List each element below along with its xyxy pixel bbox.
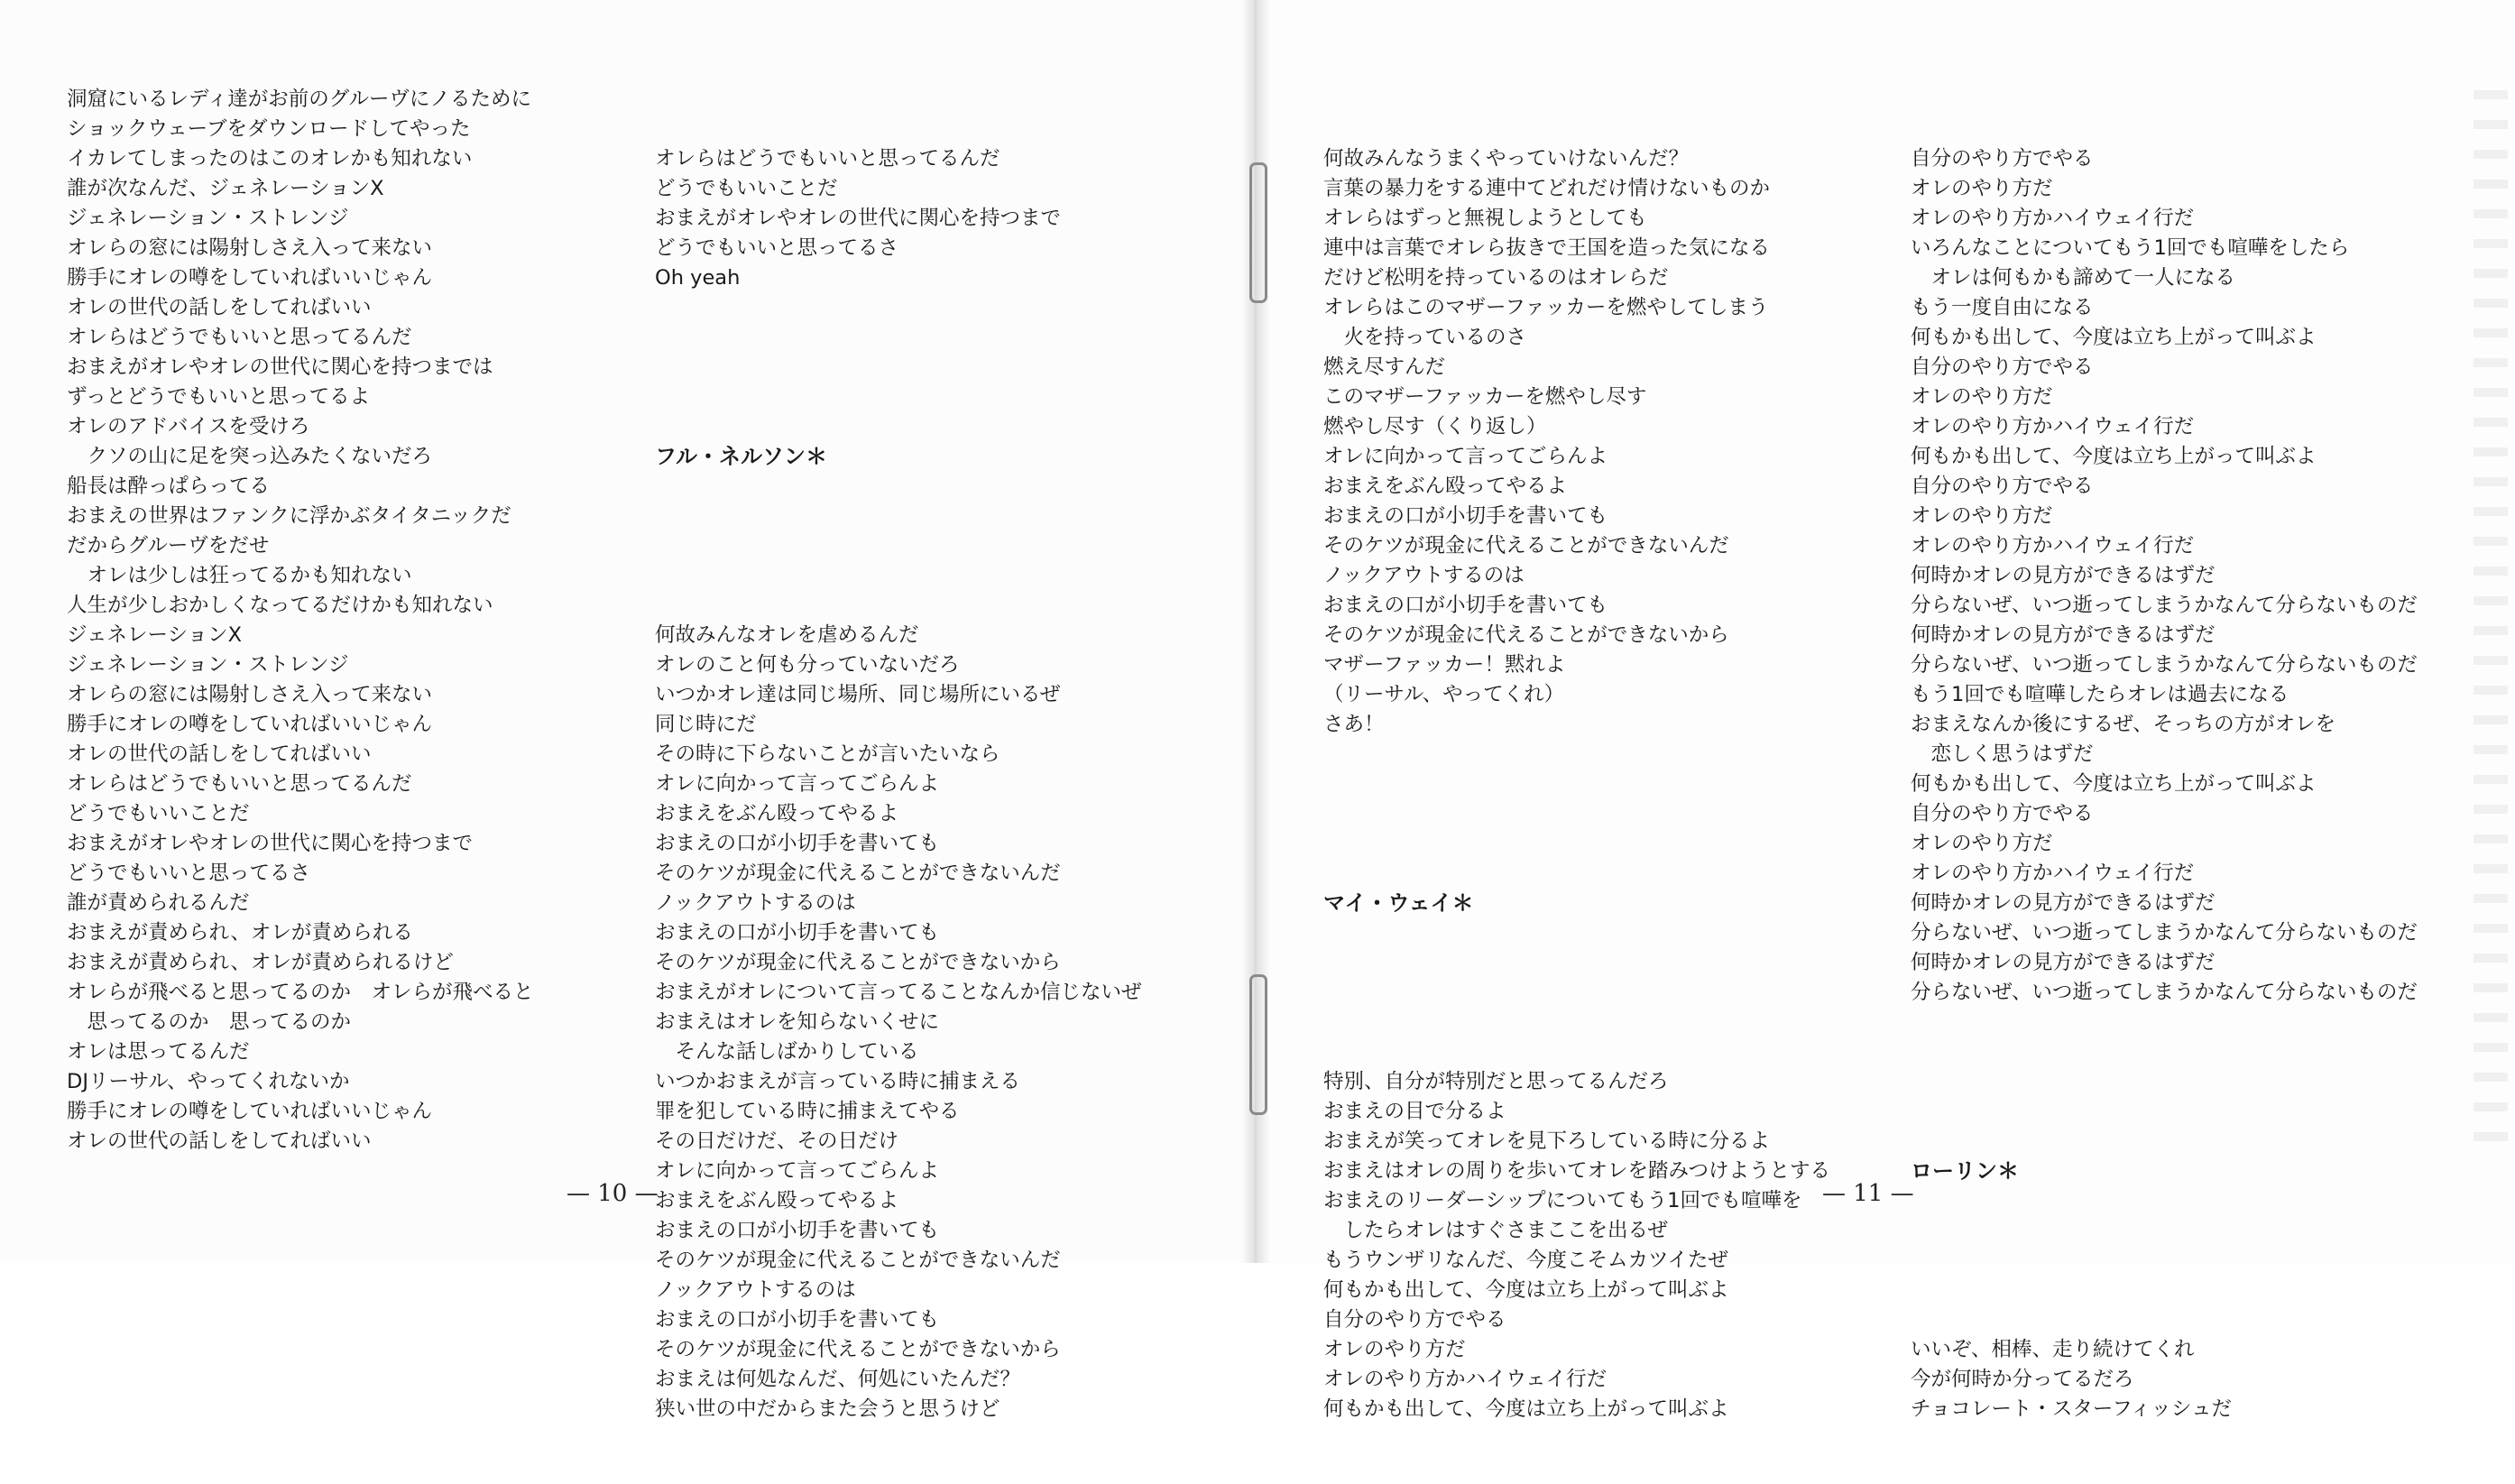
lyric-line: Oh yeah bbox=[655, 266, 741, 290]
song-title-my-way: マイ・ウェイ＊ bbox=[1323, 890, 1474, 916]
lyrics-column-4 bbox=[1911, 85, 2470, 1484]
lyric-line: オレのやり方だ bbox=[1323, 1338, 1466, 1361]
lyric-line: オレらはどうでもいいと思ってるんだ bbox=[67, 772, 412, 796]
lyric-line: いいぞ、相棒、走り続けてくれ bbox=[1911, 1338, 2195, 1361]
lyric-line: 勝手にオレの噂をしていればいいじゃん bbox=[67, 266, 433, 290]
lyric-line: 船長は酔っぱらってる bbox=[67, 475, 271, 498]
lyric-line: おまえはオレを知らないくせに bbox=[655, 1010, 940, 1034]
lyric-line: したらオレはすぐさまここを出るぜ bbox=[1323, 1219, 1668, 1242]
lyric-line: 勝手にオレの噂をしていればいいじゃん bbox=[67, 1100, 433, 1123]
lyric-line: オレらはずっと無視しようとしても bbox=[1323, 207, 1647, 230]
lyrics-column-3 bbox=[1323, 85, 1883, 1484]
lyric-line: どうでもいいことだ bbox=[67, 802, 250, 825]
lyric-line: オレのやり方かハイウェイ行だ bbox=[1911, 415, 2195, 438]
lyric-line: どうでもいいと思ってるさ bbox=[67, 862, 311, 885]
stanza-gap bbox=[1911, 1246, 2470, 1276]
lyric-line: 何もかも出して、今度は立ち上がって叫ぶよ bbox=[1323, 1397, 1729, 1421]
lyrics-column-2 bbox=[655, 85, 1214, 1484]
lyric-line: 恋しく思うはずだ bbox=[1911, 742, 2094, 766]
lyric-line: オレのやり方だ bbox=[1911, 385, 2053, 409]
stanza-gap bbox=[1323, 978, 1883, 1008]
lyric-line: おまえの口が小切手を書いても bbox=[655, 921, 940, 945]
lyric-line: もう1回でも喧嘩したらオレは過去になる bbox=[1911, 683, 2289, 706]
stanza-gap bbox=[655, 353, 1214, 383]
lyric-line: そのケツが現金に代えることができないんだ bbox=[655, 1249, 1061, 1272]
lyric-line: 人生が少しおかしくなってるだけかも知れない bbox=[67, 594, 493, 617]
lyric-line: 何故みんなオレを虐めるんだ bbox=[655, 623, 919, 647]
lyric-line: 何時かオレの見方ができるはずだ bbox=[1911, 564, 2216, 587]
lyric-line: イカレてしまったのはこのオレかも知れない bbox=[67, 147, 473, 171]
lyric-line: 誰が次なんだ、ジェネレーションX bbox=[67, 177, 384, 200]
lyric-line: 燃え尽すんだ bbox=[1323, 355, 1446, 379]
song-title-full-nelson: フル・ネルソン＊ bbox=[655, 444, 828, 469]
lyric-line: 特別、自分が特別だと思ってるんだろ bbox=[1323, 1070, 1669, 1093]
lyric-line: オレのやり方だ bbox=[1911, 832, 2053, 855]
lyric-line: このマザーファッカーを燃やし尽す bbox=[1323, 385, 1647, 409]
lyric-line: 言葉の暴力をする連中てどれだけ情けないものか bbox=[1323, 177, 1771, 200]
page-number: — 11 — bbox=[1822, 1180, 1914, 1207]
lyric-line: オレは思ってるんだ bbox=[67, 1040, 250, 1064]
lyric-line: オレのアドバイスを受けろ bbox=[67, 415, 310, 438]
lyric-line: 洞窟にいるレディ達がお前のグルーヴにノるために bbox=[67, 88, 532, 111]
lyric-line: 何時かオレの見方ができるはずだ bbox=[1911, 891, 2216, 915]
lyric-line: 同じ時にだ bbox=[655, 713, 757, 736]
lyric-line: 何もかも出して、今度は立ち上がって叫ぶよ bbox=[1911, 326, 2317, 349]
lyric-line: 何故みんなうまくやっていけないんだ？ bbox=[1323, 147, 1690, 171]
lyric-line: ジェネレーション・ストレンジ bbox=[67, 207, 349, 230]
lyric-line: オレのやり方かハイウェイ行だ bbox=[1323, 1368, 1608, 1391]
lyric-line: 思ってるのか 思ってるのか bbox=[67, 1010, 352, 1034]
staple bbox=[1249, 974, 1267, 1115]
lyric-line: おまえは何処なんだ、何処にいたんだ？ bbox=[655, 1368, 1021, 1391]
lyric-line: 分らないぜ、いつ逝ってしまうかなんて分らないものだ bbox=[1911, 653, 2418, 677]
lyrics-block bbox=[655, 144, 1214, 293]
lyric-line: いつかおまえが言っている時に捕まえる bbox=[655, 1070, 1021, 1093]
lyric-line: おまえがオレやオレの世代に関心を持つまで bbox=[655, 207, 1062, 230]
show-through bbox=[2474, 90, 2508, 1155]
lyric-line: オレらが飛べると思ってるのか オレらが飛べると bbox=[67, 981, 534, 1004]
lyrics-block bbox=[1323, 144, 1883, 740]
lyric-line: おまえのリーダーシップについてもう1回でも喧嘩を bbox=[1323, 1189, 1802, 1212]
stanza-gap bbox=[1323, 799, 1883, 829]
lyric-line: そのケツが現金に代えることができないんだ bbox=[1323, 534, 1729, 558]
lyric-line: おまえが責められ、オレが責められるけど bbox=[67, 951, 454, 974]
song-title-rollin: ローリン＊ bbox=[1911, 1158, 2019, 1184]
page-left bbox=[0, 0, 1256, 1421]
lyric-line: そんな話しばかりしている bbox=[655, 1040, 919, 1064]
lyric-line: 今が何時か分ってるだろ bbox=[1911, 1368, 2134, 1391]
lyric-line: 分らないぜ、いつ逝ってしまうかなんて分らないものだ bbox=[1911, 921, 2418, 945]
lyric-line: その時に下らないことが言いたいなら bbox=[655, 742, 1000, 766]
lyric-line: オレに向かって言ってごらんよ bbox=[655, 772, 940, 796]
lyric-line: ノックアウトするのは bbox=[655, 891, 856, 915]
lyric-line: そのケツが現金に代えることができないんだ bbox=[655, 862, 1061, 885]
lyric-line: 罪を犯している時に捕まえてやる bbox=[655, 1100, 960, 1123]
lyric-line: おまえなんか後にするぜ、そっちの方がオレを bbox=[1911, 713, 2336, 736]
lyric-line: おまえをぶん殴ってやるよ bbox=[655, 802, 899, 825]
lyric-line: もう一度自由になる bbox=[1911, 296, 2094, 319]
lyric-line: 自分のやり方でやる bbox=[1911, 802, 2094, 825]
lyric-line: オレらはどうでもいいと思ってるんだ bbox=[655, 147, 1000, 171]
lyric-line: 自分のやり方でやる bbox=[1323, 1308, 1506, 1332]
lyric-line: 自分のやり方でやる bbox=[1911, 475, 2094, 498]
lyric-line: おまえがオレについて言ってることなんか信じないぜ bbox=[655, 981, 1142, 1004]
lyrics-block bbox=[1911, 144, 2470, 1008]
lyric-line: だけど松明を持っているのはオレらだ bbox=[1323, 266, 1669, 290]
lyrics-block bbox=[1323, 1067, 1883, 1424]
lyric-line: どうでもいいと思ってるさ bbox=[655, 236, 899, 260]
lyric-line: おまえをぶん殴ってやるよ bbox=[655, 1189, 899, 1212]
lyric-line: そのケツが現金に代えることができないから bbox=[655, 1338, 1061, 1361]
lyric-line: ショックウェーブをダウンロードしてやった bbox=[67, 117, 471, 141]
lyric-line: 自分のやり方でやる bbox=[1911, 355, 2094, 379]
stanza-gap bbox=[655, 531, 1214, 561]
lyrics-column-1 bbox=[67, 85, 626, 1157]
lyric-line: おまえはオレの周りを歩いてオレを踏みつけようとする bbox=[1323, 1159, 1831, 1183]
lyric-line: DJリーサル、やってくれないか bbox=[67, 1070, 350, 1093]
lyric-line: どうでもいいことだ bbox=[655, 177, 838, 200]
lyric-line: オレは何もかも諦めて一人になる bbox=[1911, 266, 2236, 290]
lyric-line: さあ！ bbox=[1323, 713, 1385, 736]
staple bbox=[1249, 162, 1267, 303]
lyric-line: オレは少しは狂ってるかも知れない bbox=[67, 564, 412, 587]
lyric-line: そのケツが現金に代えることができないから bbox=[655, 951, 1061, 974]
lyric-line: おまえの目で分るよ bbox=[1323, 1100, 1506, 1123]
lyric-line: （リーサル、やってくれ） bbox=[1323, 683, 1565, 706]
lyric-line: チョコレート・スターフィッシュだ bbox=[1911, 1397, 2232, 1421]
lyric-line: ずっとどうでもいいと思ってるよ bbox=[67, 385, 371, 409]
lyric-line: マザーファッカー！黙れよ bbox=[1323, 653, 1566, 677]
lyrics-block bbox=[1911, 1335, 2470, 1424]
page-number: — 10 — bbox=[567, 1180, 659, 1207]
lyric-line: おまえが笑ってオレを見下ろしている時に分るよ bbox=[1323, 1129, 1771, 1153]
lyric-line: その日だけだ、その日だけ bbox=[655, 1129, 899, 1153]
lyric-line: もうウンザリなんだ、今度こそムカツイたぜ bbox=[1323, 1249, 1728, 1272]
lyric-line: オレに向かって言ってごらんよ bbox=[1323, 445, 1608, 468]
lyric-line: オレのやり方だ bbox=[1911, 177, 2053, 200]
stanza-gap bbox=[1911, 1067, 2470, 1097]
lyric-line: オレのやり方だ bbox=[1911, 504, 2053, 528]
lyric-line: 自分のやり方でやる bbox=[1911, 147, 2094, 171]
lyric-line: オレらの窓には陽射しさえ入って来ない bbox=[67, 236, 433, 260]
lyric-line: 何時かオレの見方ができるはずだ bbox=[1911, 623, 2216, 647]
lyric-line: ジェネレーションX bbox=[67, 623, 243, 647]
lyric-line: 何もかも出して、今度は立ち上がって叫ぶよ bbox=[1911, 445, 2317, 468]
lyric-line: オレらの窓には陽射しさえ入って来ない bbox=[67, 683, 433, 706]
lyric-line: 何時かオレの見方ができるはずだ bbox=[1911, 951, 2216, 974]
lyric-line: おまえが責められ、オレが責められる bbox=[67, 921, 413, 945]
lyric-line: オレらはどうでもいいと思ってるんだ bbox=[67, 326, 412, 349]
lyric-line: オレのやり方かハイウェイ行だ bbox=[1911, 207, 2195, 230]
lyric-line: おまえの口が小切手を書いても bbox=[655, 1308, 940, 1332]
lyric-line: オレの世代の話しをしてればいい bbox=[67, 742, 372, 766]
lyric-line: ノックアウトするのは bbox=[1323, 564, 1525, 587]
lyric-line: そのケツが現金に代えることができないから bbox=[1323, 623, 1729, 647]
lyric-line: 分らないぜ、いつ逝ってしまうかなんて分らないものだ bbox=[1911, 981, 2418, 1004]
lyric-line: ジェネレーション・ストレンジ bbox=[67, 653, 349, 677]
lyric-line: 何もかも出して、今度は立ち上がって叫ぶよ bbox=[1911, 772, 2317, 796]
lyric-line: おまえをぶん殴ってやるよ bbox=[1323, 475, 1568, 498]
lyric-line: 勝手にオレの噂をしていればいいじゃん bbox=[67, 713, 433, 736]
lyric-line: だからグルーヴをだせ bbox=[67, 534, 270, 558]
lyric-line: オレらはこのマザーファッカーを燃やしてしまう bbox=[1323, 296, 1769, 319]
lyric-line: ノックアウトするのは bbox=[655, 1278, 856, 1302]
lyric-line: 分らないぜ、いつ逝ってしまうかなんて分らないものだ bbox=[1911, 594, 2418, 617]
lyric-line: オレの世代の話しをしてればいい bbox=[67, 296, 372, 319]
lyric-line: 連中は言葉でオレら抜きで王国を造った気になる bbox=[1323, 236, 1771, 260]
lyric-line: 誰が責められるんだ bbox=[67, 891, 250, 915]
lyric-line: 燃やし尽す（くり返し） bbox=[1323, 415, 1547, 438]
lyric-line: オレに向かって言ってごらんよ bbox=[655, 1159, 940, 1183]
lyrics-block bbox=[655, 621, 1214, 1424]
lyric-line: おまえの口が小切手を書いても bbox=[655, 832, 940, 855]
lyric-line: おまえがオレやオレの世代に関心を持つまで bbox=[67, 832, 474, 855]
lyric-line: おまえの口が小切手を書いても bbox=[1323, 504, 1608, 528]
lyric-line: 狭い世の中だからまた会うと思うけど bbox=[655, 1397, 1000, 1421]
lyric-line: おまえの世界はファンクに浮かぶタイタニックだ bbox=[67, 504, 511, 528]
lyric-line: クソの山に足を突っ込みたくないだろ bbox=[67, 445, 433, 468]
lyric-line: オレのやり方かハイウェイ行だ bbox=[1911, 862, 2195, 885]
lyric-line: オレのやり方かハイウェイ行だ bbox=[1911, 534, 2195, 558]
lyric-line: おまえの口が小切手を書いても bbox=[1323, 594, 1608, 617]
lyric-line: いろんなことについてもう1回でも喧嘩をしたら bbox=[1911, 236, 2350, 260]
lyric-line: いつかオレ達は同じ場所、同じ場所にいるぜ bbox=[655, 683, 1061, 706]
lyric-line: おまえの口が小切手を書いても bbox=[655, 1219, 940, 1242]
lyric-line: 火を持っているのさ bbox=[1323, 326, 1527, 349]
lyric-line: おまえがオレやオレの世代に関心を持つまでは bbox=[67, 355, 493, 379]
lyric-line: オレの世代の話しをしてればいい bbox=[67, 1129, 372, 1153]
lyric-line: 何もかも出して、今度は立ち上がって叫ぶよ bbox=[1323, 1278, 1729, 1302]
lyric-line: オレのこと何も分っていないだろ bbox=[655, 653, 960, 677]
